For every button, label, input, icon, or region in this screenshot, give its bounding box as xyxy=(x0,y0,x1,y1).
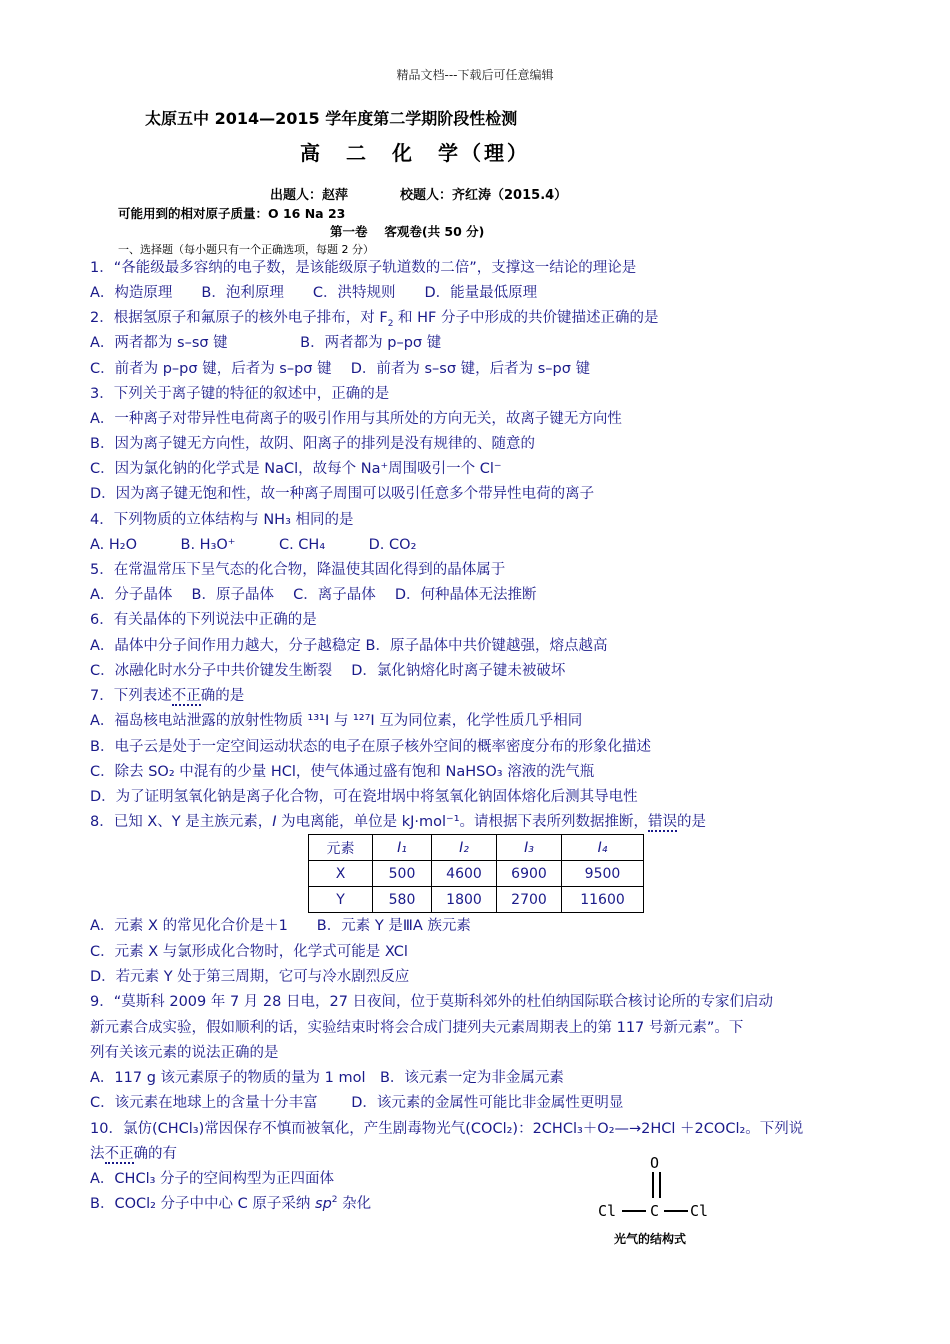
table-cell: 500 xyxy=(373,861,432,887)
question-1-options: A．构造原理 B．泡利原理 C．洪特规则 D．能量最低原理 xyxy=(90,285,538,301)
q10b-superscript: 2 xyxy=(331,1195,338,1206)
question-10-line-1: 10．氯仿(CHCl₃)常因保存不慎而被氧化，产生剧毒物光气(COCl₂)：2CHCl₃＋O₂—→2HCl ＋2COCl₂。下列说 xyxy=(90,1121,804,1137)
question-9-line-1: 9．“莫斯科 2009 年 7 月 28 日电，27 日夜间，位于莫斯科郊外的杜伯纳国际联合核讨论所的专家们启动 xyxy=(90,994,774,1010)
question-2-options-ab: A．两者都为 s–sσ 键 B．两者都为 p–pσ 键 xyxy=(90,335,442,351)
setter: 出题人：赵萍 xyxy=(270,188,349,203)
question-1: 1．“各能级最多容纳的电子数，是该能级原子轨道数的二倍”，支撑这一结论的理论是 xyxy=(90,260,637,276)
atomic-masses: 可能用到的相对原子质量：O 16 Na 23 xyxy=(118,206,346,221)
question-9-line-2: 新元素合成实验，假如顺利的话，实验结束时将会合成门捷列夫元素周期表上的第 117 号新元素”。下 xyxy=(90,1020,744,1036)
q8-emphasis: 错误 xyxy=(648,814,678,830)
subject-title: 高 二 化 学（理） xyxy=(300,141,530,165)
q8-symbol: I xyxy=(272,814,277,830)
q7-text-post: 确的是 xyxy=(200,688,245,704)
table-row xyxy=(309,861,644,887)
q2-subscript: 2 xyxy=(387,318,394,329)
table-cell: 11600 xyxy=(562,887,644,913)
table-row xyxy=(309,887,644,913)
question-7-option-d: D．为了证明氢氧化钠是离子化合物，可在瓷坩埚中将氢氧化钠固体熔化后测其导电性 xyxy=(90,789,638,805)
q2-text-post: 和 HF 分子中形成的共价键描述正确的是 xyxy=(393,310,659,326)
question-6-options-ab: A．晶体中分子间作用力越大，分子越稳定 B．原子晶体中共价键越强，熔点越高 xyxy=(90,638,608,654)
chlorine-left-label: Cl xyxy=(598,1202,617,1220)
question-5: 5．在常温常压下呈气态的化合物，降温使其固化得到的晶体属于 xyxy=(90,562,506,578)
question-6: 6．有关晶体的下列说法中正确的是 xyxy=(90,612,317,628)
table-header: I₄ xyxy=(562,835,644,861)
q2-text: 2．根据氢原子和氟原子的核外电子排布，对 F xyxy=(90,310,388,326)
question-3-option-c: C．因为氯化钠的化学式是 NaCl，故每个 Na⁺周围吸引一个 Cl⁻ xyxy=(90,461,502,477)
question-9-line-3: 列有关该元素的说法正确的是 xyxy=(90,1045,279,1061)
question-10-option-b xyxy=(90,1192,371,1213)
q10-text-post: 确的有 xyxy=(133,1146,177,1162)
q8-text-post: 的是 xyxy=(677,814,707,830)
carbon-label: C xyxy=(650,1202,660,1220)
question-8-option-c: C．元素 X 与氯形成化合物时，化学式可能是 XCl xyxy=(90,944,408,960)
question-3: 3．下列关于离子键的特征的叙述中，正确的是 xyxy=(90,386,390,402)
phosgene-structure xyxy=(592,1150,722,1250)
question-7-option-c: C．除去 SO₂ 中混有的少量 HCl，使气体通过盛有饱和 NaHSO₃ 溶液的洗气瓶 xyxy=(90,764,595,780)
question-8-option-d: D．若元素 Y 处于第三周期，它可与冷水剧烈反应 xyxy=(90,969,410,985)
question-7-option-b: B．电子云是处于一定空间运动状态的电子在原子核外空间的概率密度分布的形象化描述 xyxy=(90,739,651,755)
exam-title: 太原五中 2014—2015 学年度第二学期阶段性检测 xyxy=(145,109,518,128)
q10-text: 法 xyxy=(90,1146,105,1162)
question-2-options-cd: C．前者为 p–pσ 键，后者为 s–pσ 键 D．前者为 s–sσ 键，后者为 s–pσ 键 xyxy=(90,361,591,377)
question-7 xyxy=(90,684,244,705)
question-8 xyxy=(90,810,706,831)
table-cell: 9500 xyxy=(562,861,644,887)
table-header: I₁ xyxy=(373,835,432,861)
question-7-option-a: A．福岛核电站泄露的放射性物质 ¹³¹I 与 ¹²⁷I 互为同位素，化学性质几乎相同 xyxy=(90,713,583,729)
q8-text: 8．已知 X、Y 是主族元素， xyxy=(90,814,273,830)
question-10-line-2 xyxy=(90,1142,177,1163)
question-4-options: A. H₂O B. H₃O⁺ C. CH₄ D. CO₂ xyxy=(90,537,417,553)
question-6-options-cd: C．冰融化时水分子中共价键发生断裂 D．氯化钠熔化时离子键未被破坏 xyxy=(90,663,566,679)
q8-text-mid: 为电离能，单位是 kJ·mol⁻¹。请根据下表所列数据推断， xyxy=(276,814,649,830)
part-title: 第一卷 客观卷(共 50 分) xyxy=(330,224,485,239)
table-header: 元素 xyxy=(309,835,373,861)
question-3-option-a: A．一种离子对带异性电荷离子的吸引作用与其所处的方向无关，故离子键无方向性 xyxy=(90,411,622,427)
checker: 校题人：齐红涛（2015.4） xyxy=(400,188,568,203)
question-9-options-ab: A．117 g 该元素原子的物质的量为 1 mol B．该元素一定为非金属元素 xyxy=(90,1070,564,1086)
q10-emphasis: 不正 xyxy=(104,1146,134,1162)
q10b-hybrid: sp xyxy=(315,1196,332,1212)
q7-text: 7．下列表述 xyxy=(90,688,172,704)
structure-caption: 光气的结构式 xyxy=(614,1232,687,1246)
table-cell: 4600 xyxy=(432,861,497,887)
q10b-text-post: 杂化 xyxy=(337,1196,372,1212)
table-header: I₂ xyxy=(432,835,497,861)
oxygen-label: O xyxy=(650,1154,660,1172)
question-10-option-a: A．CHCl₃ 分子的空间构型为正四面体 xyxy=(90,1171,335,1187)
ionization-table xyxy=(308,834,644,913)
question-8-options-ab: A．元素 X 的常见化合价是＋1 B．元素 Y 是ⅢA 族元素 xyxy=(90,918,471,934)
table-cell: X xyxy=(309,861,373,887)
authors-line xyxy=(270,184,567,203)
question-5-options: A．分子晶体 B．原子晶体 C．离子晶体 D．何种晶体无法推断 xyxy=(90,587,537,603)
question-3-option-d: D．因为离子键无饱和性，故一种离子周围可以吸引任意多个带异性电荷的离子 xyxy=(90,486,595,502)
question-9-options-cd: C．该元素在地球上的含量十分丰富 D．该元素的金属性可能比非金属性更明显 xyxy=(90,1095,624,1111)
table-header: I₃ xyxy=(497,835,562,861)
question-3-option-b: B．因为离子键无方向性，故阴、阳离子的排列是没有规律的、随意的 xyxy=(90,436,535,452)
q10b-text: B．COCl₂ 分子中中心 C 原子采纳 xyxy=(90,1196,316,1212)
header-note: 精品文档---下载后可任意编辑 xyxy=(396,68,554,82)
question-4: 4．下列物质的立体结构与 NH₃ 相同的是 xyxy=(90,512,354,528)
table-header-row xyxy=(309,835,644,861)
section-title: 一、选择题（每小题只有一个正确选项，每题 2 分） xyxy=(118,243,374,256)
question-2 xyxy=(90,306,659,329)
table-cell: 2700 xyxy=(497,887,562,913)
table-cell: 580 xyxy=(373,887,432,913)
table-cell: 6900 xyxy=(497,861,562,887)
table-cell: 1800 xyxy=(432,887,497,913)
table-cell: Y xyxy=(309,887,373,913)
q7-emphasis: 不正 xyxy=(171,688,201,704)
chlorine-right-label: Cl xyxy=(690,1202,709,1220)
